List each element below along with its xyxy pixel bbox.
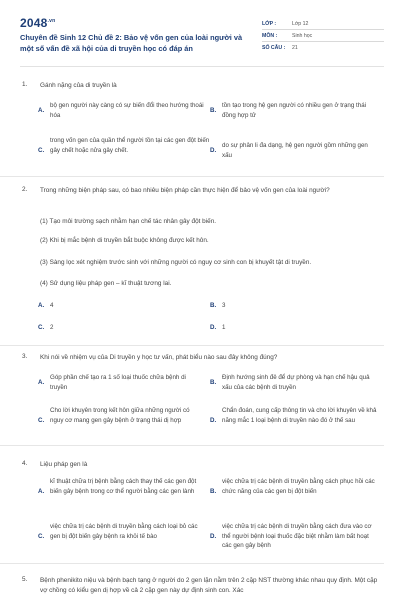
option-letter: B. xyxy=(210,302,217,309)
info-row-class xyxy=(262,18,384,30)
option-d[interactable] xyxy=(210,406,380,436)
option-letter: A. xyxy=(38,302,45,309)
option-letter: A. xyxy=(38,107,45,114)
question-text: Trong những biện pháp sau, có bao nhiêu biện pháp cần thực hiện để bảo vệ vốn gen của loài người? xyxy=(40,187,330,194)
option-letter: D. xyxy=(210,417,217,424)
option-text: tồn tạo trong hệ gen người có nhiều gen ở trạng thái đồng hợp tử xyxy=(222,102,367,119)
statement-3: (3) Sàng lọc xét nghiệm trước sinh với những người có nguy cơ sinh con bị khuyết tật di truyền. xyxy=(40,259,312,266)
option-letter: C. xyxy=(38,324,45,331)
option-letter: D. xyxy=(210,147,217,154)
option-text: kĩ thuật chữa trị bệnh bằng cách thay thế các gen đột biến gây bệnh trong cơ thể người bằng các gen lành xyxy=(50,478,197,495)
option-d[interactable] xyxy=(210,141,380,161)
question-divider xyxy=(0,563,384,564)
info-label: LỚP : xyxy=(262,20,277,27)
option-letter: B. xyxy=(210,379,217,386)
question-number: 1. xyxy=(22,81,28,88)
question-number: 4. xyxy=(22,460,28,467)
option-text: 3 xyxy=(222,302,226,309)
info-label: MÔN : xyxy=(262,32,278,39)
option-b[interactable] xyxy=(210,101,380,121)
option-text: việc chữa trị các bệnh di truyền bằng cách đưa vào cơ thể người bệnh loại thuốc đặc biệt nhằm làm bất hoạt các gen gây bệnh xyxy=(222,523,372,549)
option-b[interactable] xyxy=(210,477,380,507)
option-letter: A. xyxy=(38,379,45,386)
option-c[interactable] xyxy=(38,136,208,166)
question-divider xyxy=(0,345,384,346)
info-box xyxy=(262,18,384,53)
site-logo[interactable] xyxy=(20,14,248,30)
option-text: việc chữa trị các bệnh di truyền bằng cách loại bỏ các gen bị đột biến gây bệnh ra khỏi tế bào xyxy=(50,523,198,540)
option-letter: D. xyxy=(210,324,217,331)
option-b[interactable] xyxy=(210,373,380,393)
question-number: 5. xyxy=(22,576,28,583)
statement-1: (1) Tạo môi trường sạch nhằm hạn chế tác nhân gây đột biến. xyxy=(40,218,217,225)
question-number: 3. xyxy=(22,353,28,360)
option-b[interactable] xyxy=(210,301,380,311)
option-letter: B. xyxy=(210,488,217,495)
header-divider xyxy=(20,66,384,67)
option-text: bộ gen người này càng có sự biến đổi theo hướng thoái hóa xyxy=(50,102,204,119)
info-label: SỐ CÂU : xyxy=(262,44,286,51)
question-5 xyxy=(20,576,384,600)
option-c[interactable] xyxy=(38,522,208,552)
info-value: Sinh học xyxy=(292,32,313,39)
option-text: do sự phân li đa dạng, hệ gen người gồm những gen xấu xyxy=(222,142,368,159)
option-text: việc chữa trị các bệnh di truyền bằng cách phục hồi các chức năng của các gen bị đột biến xyxy=(222,478,375,495)
question-divider xyxy=(0,445,384,446)
page-title: Chuyên đề Sinh 12 Chủ đề 2: Bảo vệ vốn gen của loài người và một số vấn đề xã hội của di truyền học có đáp án xyxy=(20,33,243,53)
option-text: Cho lời khuyên trong kết hôn giữa những người có nguy cơ mang gen gây bệnh ở trạng thái dị hợp xyxy=(50,407,190,424)
logo-tld: .vn xyxy=(47,18,56,24)
option-d[interactable] xyxy=(210,522,380,552)
option-a[interactable] xyxy=(38,301,208,311)
statement-2: (2) Khi bị mắc bệnh di truyền bắt buộc không được kết hôn. xyxy=(40,237,209,244)
option-a[interactable] xyxy=(38,101,208,121)
info-value: Lớp 12 xyxy=(292,20,309,27)
option-c[interactable] xyxy=(38,406,208,436)
option-a[interactable] xyxy=(38,477,208,507)
info-row-subject xyxy=(262,30,384,42)
option-letter: A. xyxy=(38,488,45,495)
question-number: 2. xyxy=(22,186,28,193)
question-text: Liệu pháp gen là xyxy=(40,461,88,468)
option-letter: C. xyxy=(38,533,45,540)
option-letter: C. xyxy=(38,147,45,154)
option-text: 4 xyxy=(50,302,54,309)
option-text: Chẩn đoán, cung cấp thông tin và cho lời khuyên về khả năng mắc 1 loại bệnh di truyền nào đó ở thế sau xyxy=(222,407,377,424)
logo-text: 2048 xyxy=(20,16,48,30)
header-left xyxy=(20,14,248,54)
info-value: 21 xyxy=(292,44,298,51)
question-text: Gánh nặng của di truyền là xyxy=(40,82,117,89)
question-text: Khi nói về nhiệm vụ của Di truyền y học tư vấn, phát biểu nào sau đây không đúng? xyxy=(40,354,278,361)
option-letter: C. xyxy=(38,417,45,424)
option-text: 2 xyxy=(50,324,54,331)
option-text: trong vốn gen của quần thể người tồn tại các gen đột biến gây chết hoặc nửa gây chết. xyxy=(50,137,210,154)
option-a[interactable] xyxy=(38,373,208,393)
option-letter: B. xyxy=(210,107,217,114)
header xyxy=(20,14,384,54)
question-text: Bệnh phenikito niệu và bệnh bạch tạng ở người do 2 gen lặn nằm trên 2 cặp NST thường khác nhau quy định. Một cặp vợ chồng có kiểu gen dị hợp về cả 2 cặp gen này dự định sinh con. Xác xyxy=(40,577,378,594)
statement-4: (4) Sử dụng liệu pháp gen – kĩ thuật tương lai. xyxy=(40,280,172,287)
option-text: Góp phần chế tạo ra 1 số loại thuốc chữa bệnh di truyền xyxy=(50,374,186,391)
questions-area xyxy=(20,78,384,600)
option-d[interactable] xyxy=(210,323,380,333)
option-letter: D. xyxy=(210,533,217,540)
info-row-count xyxy=(262,42,384,53)
question-divider xyxy=(0,176,384,177)
option-c[interactable] xyxy=(38,323,208,333)
option-text: 1 xyxy=(222,324,226,331)
option-text: Định hướng sinh đẻ để dự phòng và hạn chế hậu quả xấu của các bệnh di truyền xyxy=(222,374,370,391)
